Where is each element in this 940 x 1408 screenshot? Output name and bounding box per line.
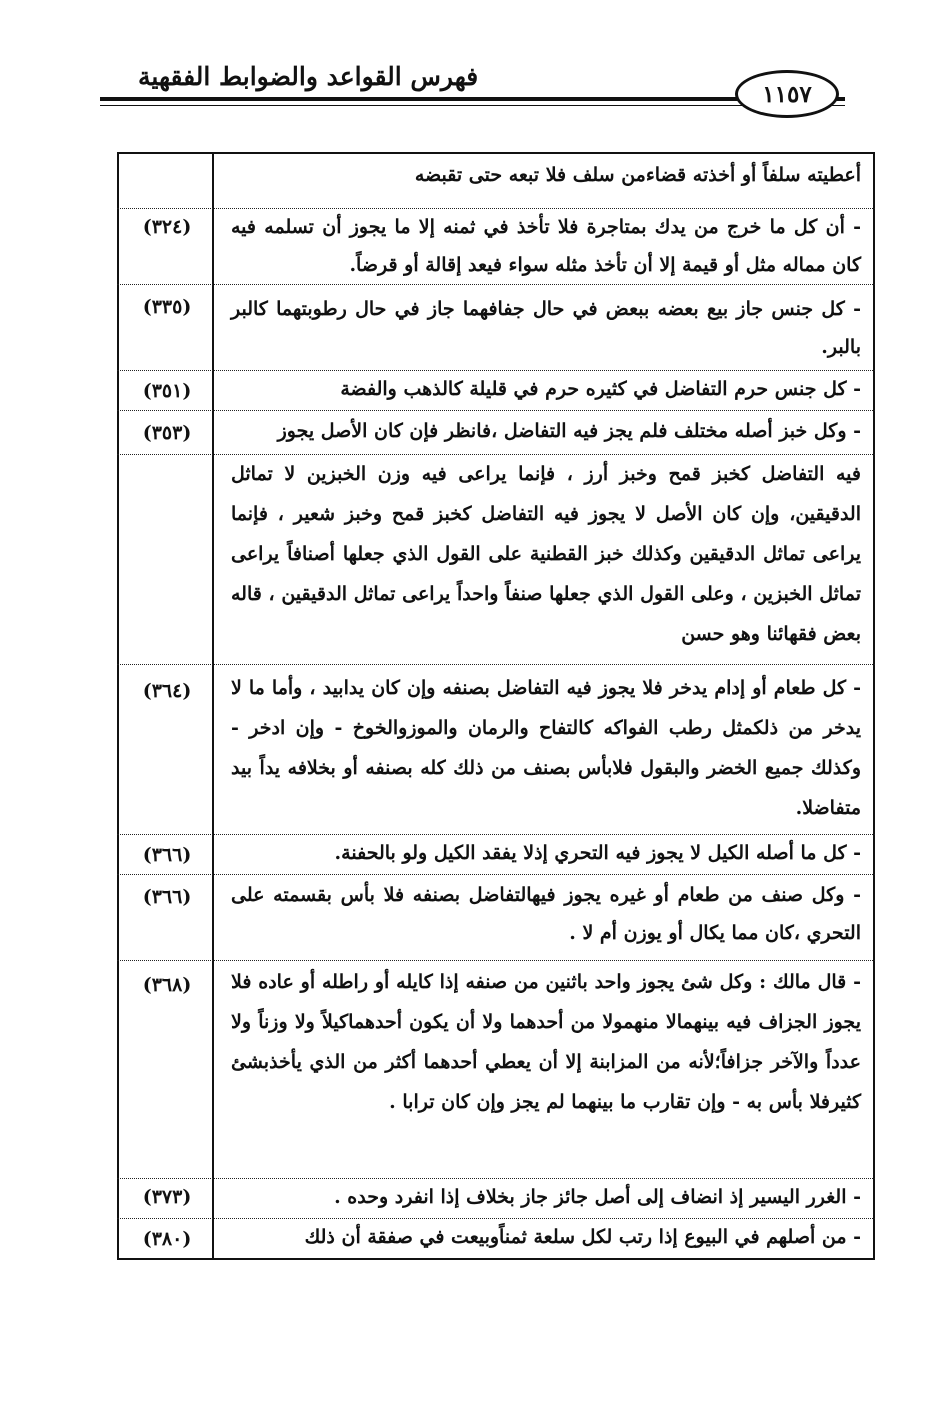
rule-text: - كل طعام أو إدام يدخر فلا يجوز فيه التفاضل بصنفه وإن كان يدابيد ، وأما ما لا يدخر من ذلكمثل رطب الفواكه كالتفاح والرمان والموزوالخوخ - وإن ادخر - وكذلك جميع الخضر والبقول فلابأس بصنف من ذلك كله بصنفه أو بخلافه يداً بيد متفاضلا. bbox=[231, 677, 861, 819]
table-row bbox=[117, 834, 875, 874]
table-row bbox=[117, 1178, 875, 1218]
table-row bbox=[117, 410, 875, 454]
table-row bbox=[117, 874, 875, 960]
table-row bbox=[117, 960, 875, 1170]
rule-text: - وكل صنف من طعام أو غيره يجوز فيهالتفاضل بصنفه فلا بأس بقسمته على التحري ،كان مما يكال أو يوزن أم لا . bbox=[231, 884, 861, 944]
running-header-title: فهرس القواعد والضوابط الفقهية bbox=[138, 62, 479, 91]
page-reference: (٣٥٣) bbox=[142, 422, 192, 444]
page-reference: (٣٢٤) bbox=[142, 216, 192, 238]
page-reference: (٣٦٨) bbox=[142, 974, 192, 996]
rule-text: - أن كل ما خرج من يدك بمتاجرة فلا تأخذ في ثمنه إلا ما يجوز أن تسلمه فيه كان مماله مثل أو قيمة إلا أن تأخذ مثله سواء فيعد إقالة أو قرضاً. bbox=[231, 216, 861, 276]
page-reference: (٣٦٦) bbox=[142, 844, 192, 866]
rule-text: - كل جنس حرم التفاضل في كثيره حرم في قليلة كالذهب والفضة bbox=[340, 378, 861, 400]
page-reference: (٣٧٣) bbox=[142, 1186, 192, 1208]
page-reference: (٣٨٠) bbox=[142, 1228, 192, 1250]
rule-text: - قال مالك : وكل شئ يجوز واحد باثنين من صنفه إذا كايله أو راطله أو عاده فلا يجوز الجزاف فيه بينهمالا منهمولا من أحدهما ولا أن يكون أحدهماكيلاً ولا وزناً ولا عدداً والآخر جزافاً؛لأنه من المزابنة إلا أن يعطي أحدهما أكثر من الذي يأخذبشئ كثيرفلا بأس به - وإن تقارب ما بينهما لم يجز وإن كان ترابا . bbox=[231, 971, 861, 1113]
page-reference: (٣٦٤) bbox=[142, 680, 192, 702]
page-reference: (٣٥١) bbox=[142, 380, 192, 402]
table-row bbox=[117, 208, 875, 284]
table-row bbox=[117, 1218, 875, 1260]
rule-text: أعطيته سلفاً أو أخذته قضاءمن سلف فلا تبعه حتى تقبضه bbox=[414, 164, 861, 186]
table-row bbox=[117, 664, 875, 834]
rule-text: - من أصلهم في البيوع إذا رتب لكل سلعة ثمناًوبيعت في صفقة أن ذلك bbox=[304, 1226, 861, 1248]
rule-text: - كل جنس جاز بيع بعضه ببعض في حال جفافهما جاز في حال رطوبتهما كالبر بالبر. bbox=[231, 298, 861, 358]
table-row bbox=[117, 370, 875, 410]
page-reference: (٣٦٦) bbox=[142, 886, 192, 908]
page-number: ١١٥٧ bbox=[735, 70, 839, 118]
rule-text: فيه التفاضل كخبز قمح وخبز أرز ، فإنما يراعى فيه وزن الخبزين لا تماثل الدقيقين، وإن كان الأصل لا يجوز فيه التفاضل كخبز قمح وخبز شعير ، فإنما يراعى تماثل الدقيقين وكذلك خبز القطنية على القول الذي جعلها أصنافاً يراعى تماثل الخبزين ، وعلى القول الذي جعلها صنفاً واحداً يراعى تماثل الدقيقين ، قاله بعض فقهائنا وهو حسن bbox=[231, 463, 861, 645]
rule-text: - كل ما أصله الكيل لا يجوز فيه التحري إذلا يفقد الكيل ولو بالحفنة. bbox=[334, 842, 861, 864]
page-reference: (٣٣٥) bbox=[142, 296, 192, 318]
table-row bbox=[117, 284, 875, 370]
header-rule-thick bbox=[100, 97, 845, 101]
table-row bbox=[117, 152, 875, 208]
rule-text: - وكل خبز أصله مختلف فلم يجز فيه التفاضل ،فانظر فإن كان الأصل يجوز bbox=[277, 420, 861, 442]
rule-text: - الغرر اليسير إذ انضاف إلى أصل جائز جاز بخلاف إذا انفرد وحده . bbox=[334, 1186, 861, 1208]
header-rule-thin bbox=[100, 105, 845, 106]
table-row bbox=[117, 454, 875, 664]
